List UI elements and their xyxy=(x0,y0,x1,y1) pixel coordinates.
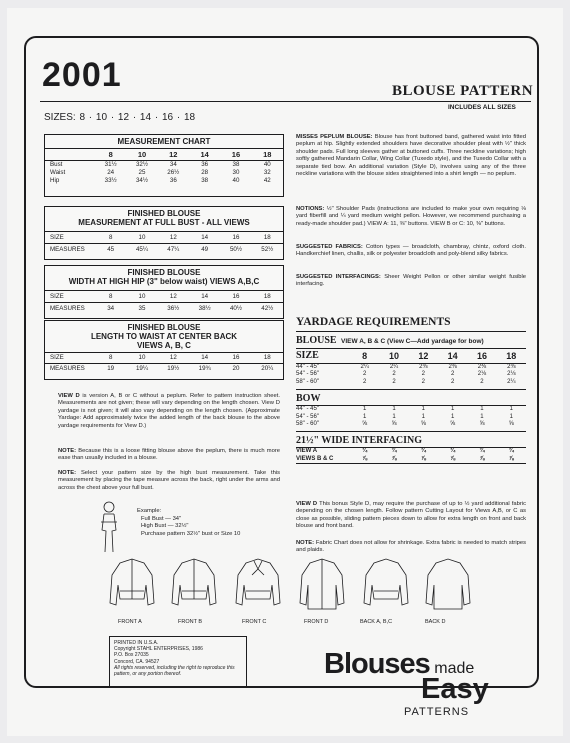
shrinkage-note: NOTE: Fabric Chart does not allow for shrinkage. Extra fabric is needed to match stripes and plaids. xyxy=(296,540,526,554)
table-row: 58" - 60" 2 2 2 2 2 2¼ xyxy=(296,378,516,385)
finished-length-box xyxy=(44,320,284,380)
interfacing-note: SUGGESTED INTERFACINGS: Sheer Weight Pellon or other similar weight fusible interfacing. xyxy=(296,274,526,288)
table-row: 54" - 56" 1 1 1 1 1 1 xyxy=(296,413,513,420)
table-row: MEASURES 34 35 36½ 38½ 40½ 42½ xyxy=(50,305,274,312)
measuring-figure-illustration xyxy=(96,500,122,554)
copyright-box: PRINTED IN U.S.A. Copyright STAHL ENTERPRISES, 1986 P.O. Box 27035 Concord, CA. 94527 All rights reserved, including the right to reproduce this pattern, or any portion thereof. xyxy=(109,636,247,688)
measurement-chart-header: 8 10 12 14 16 18 xyxy=(108,150,272,159)
figure-label: BACK D xyxy=(425,619,446,625)
measurement-chart-title: MEASUREMENT CHART xyxy=(117,137,211,146)
brand-logo-line1: Blouses made xyxy=(324,648,475,680)
table-row: SIZE 8 10 12 14 16 18 xyxy=(50,354,271,361)
misses-description: MISSES PEPLUM BLOUSE: Blouse has front buttoned band, gathered waist into fitted peplum at hip. Slightly extended shoulders have decorative shoulder pleat with ½" thick shoulder pads. Full long sleeves gather at buttoned cuffs. Three neckline variations; high softly gathered Mandarin Collar, Wing Collar (Tuxedo style), and the Tuxedo Collar with a separate tied bow. An additional variation (Style D), involves using any of the three neckline variations with the blouse sides straightened into a shirt length — no peplum. xyxy=(296,134,526,178)
table-row: SIZE 8 10 12 14 16 18 xyxy=(50,234,271,241)
front-b-sketch xyxy=(172,559,216,605)
front-d-sketch xyxy=(300,559,344,609)
sizes-values: 8 · 10 · 12 · 14 · 16 · 18 xyxy=(79,112,196,123)
pattern-title: BLOUSE PATTERN xyxy=(392,83,534,99)
brand-logo-line3: PATTERNS xyxy=(404,706,470,718)
notions-note: NOTIONS: ½" Shoulder Pads (instructions are included to make your own requiring ⅛ yard fiberfill and ¼ yard medium weight pellon. However, we recommend purchasing a ready-made shoulder pad.) VIEW A: 11, ⅜" buttons. VIEW B or C: 10, ⅜" buttons. xyxy=(296,206,526,227)
view-d-bonus-note: VIEW D This bonus Style D, may require the purchase of up to ½ yard additional fabric depending on the chosen length. Follow pattern Cutting Layout for Views A,B, or C as close as possible, sliding pattern pieces down to allow for extra length on front and back blouse and front band. xyxy=(296,501,526,530)
size-header: SIZE 8 10 12 14 16 18 xyxy=(296,350,517,361)
table-row: MEASURES 19 19¼ 19½ 19¾ 20 20¼ xyxy=(50,365,274,372)
front-c-sketch xyxy=(236,559,280,605)
fabrics-note: SUGGESTED FABRICS: Cotton types — broadcloth, chambray, chintz, oxford cloth. Handkerchief linen, challis, silk or polyester broadcloth and poly-blend silky fabrics. xyxy=(296,244,526,258)
pattern-number: 2001 xyxy=(42,56,122,94)
finished-length-title: FINISHED BLOUSE LENGTH TO WAIST AT CENTER BACK VIEWS A, B, C xyxy=(90,323,238,350)
interfacing-heading: 21½" WIDE INTERFACING xyxy=(296,435,423,447)
figure-label: FRONT C xyxy=(242,619,267,625)
loose-fit-note: NOTE: Because this is a loose fitting blouse above the peplum, there is much more ease than usually included in a blouse. xyxy=(58,448,280,462)
blouse-views-illustration xyxy=(102,555,482,613)
finished-bust-title: FINISHED BLOUSE MEASUREMENT AT FULL BUST - ALL VIEWS xyxy=(78,209,250,227)
sizes-label: SIZES: xyxy=(44,112,76,123)
table-row: Bust 31½ 32½ 34 36 38 40 xyxy=(50,161,271,168)
measurement-chart xyxy=(44,134,284,197)
sizes-line xyxy=(44,112,195,123)
yardage-title: YARDAGE REQUIREMENTS xyxy=(296,316,451,328)
front-a-sketch xyxy=(110,559,154,605)
table-row: SIZE 8 10 12 14 16 18 xyxy=(50,293,271,300)
bow-heading: BOW xyxy=(296,393,321,405)
back-abc-sketch xyxy=(364,559,408,605)
brand-logo-line2: Easy xyxy=(421,673,489,705)
figure-label: FRONT B xyxy=(178,619,203,625)
example-block: Example: Full Bust — 34" High Bust — 32½" Purchase pattern 32½" bust or Size 10 xyxy=(137,508,241,537)
blouse-heading: BLOUSE VIEW A, B & C (View C—Add yardage for bow) xyxy=(296,335,484,346)
header-rule xyxy=(40,101,531,102)
table-row: 44" - 45" 1 1 1 1 1 1 xyxy=(296,406,513,413)
table-row: MEASURES 45 45¼ 47¼ 49 50½ 52½ xyxy=(50,246,274,253)
figure-label: FRONT A xyxy=(118,619,142,625)
table-row: 54" - 56" 2 2 2 2 2⅛ 2⅛ xyxy=(296,371,516,378)
finished-hip-title: FINISHED BLOUSE WIDTH AT HIGH HIP (3" below waist) VIEWS A,B,C xyxy=(68,268,260,286)
finished-hip-box xyxy=(44,265,284,319)
table-row: 58" - 60" ⅝ ⅝ ⅝ ⅝ ⅝ ⅝ xyxy=(296,421,514,428)
table-row: Hip 33½ 34½ 36 38 40 42 xyxy=(50,177,271,184)
finished-bust-box xyxy=(44,206,284,260)
table-row: Waist 24 25 26½ 28 30 32 xyxy=(50,169,271,176)
yardage-table xyxy=(296,331,526,464)
table-row: VIEWS B & C ⅞ ⅞ ⅞ ⅞ ⅞ ⅞ xyxy=(296,455,514,462)
table-row: VIEW A ¾ ¾ ¾ ¾ ¾ ¾ xyxy=(296,448,514,455)
view-d-note: VIEW D is version A, B or C without a peplum. Refer to pattern instruction sheet. Measurements are not given; these will vary depending on the length chosen. View D yardage is not given; it will also vary depending on the length chosen. (Approximate Yardage: Add approximately twice the added length of the back blouse to the above yardage requirements for View D.) xyxy=(58,393,280,429)
back-d-sketch xyxy=(426,559,470,609)
figure-label: FRONT D xyxy=(304,619,329,625)
figure-label: BACK A, B,C xyxy=(360,619,393,625)
includes-sizes: INCLUDES ALL SIZES xyxy=(448,104,516,111)
select-size-note: NOTE: Select your pattern size by the high bust measurement. Take this measurement by placing the tape measure across the back, right under the arms and across the chest above your full bust. xyxy=(58,470,280,491)
table-row: 44" - 45" 2¼ 2¼ 2⅜ 2⅜ 2⅜ 2⅜ xyxy=(296,364,516,370)
